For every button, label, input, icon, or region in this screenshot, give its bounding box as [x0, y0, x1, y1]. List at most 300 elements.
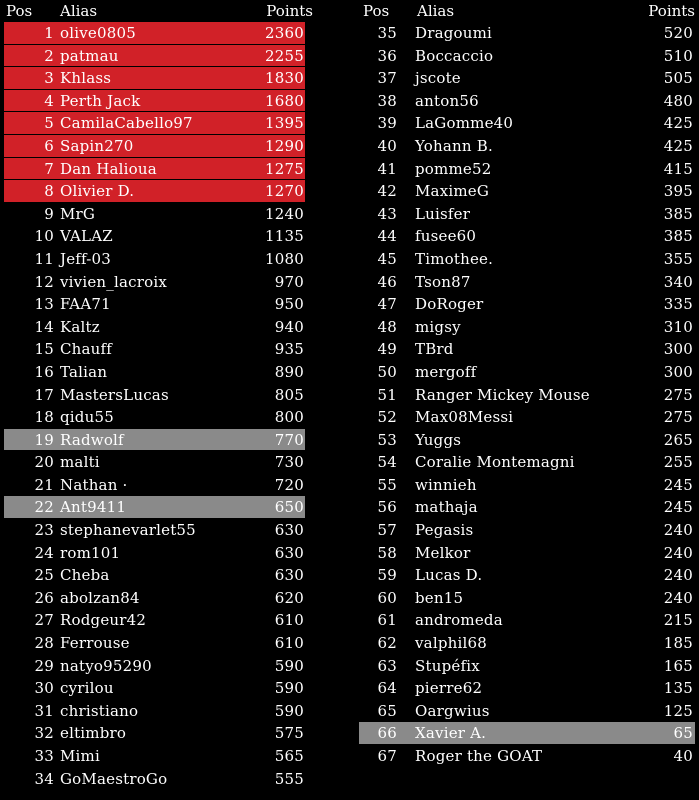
row-alias: Cheba: [60, 566, 110, 585]
row-alias: eltimbro: [60, 724, 127, 743]
row-points: 425: [663, 136, 693, 155]
row-pos: 48: [377, 317, 397, 336]
row-pos: 49: [377, 340, 397, 359]
table-row: [2, 474, 347, 496]
row-alias: Yuggs: [415, 430, 462, 449]
table-row: [357, 293, 697, 315]
table-row: [357, 45, 697, 67]
leaderboard-column-left: [2, 0, 347, 790]
table-row: [357, 700, 697, 722]
table-row: [357, 609, 697, 631]
row-pos: 2: [44, 46, 54, 65]
row-pos: 59: [377, 566, 397, 585]
table-row: [2, 338, 347, 360]
table-row: [357, 316, 697, 338]
row-points: 275: [663, 385, 693, 404]
row-background: [359, 203, 695, 225]
row-background: [359, 655, 695, 677]
row-points: 480: [663, 91, 693, 110]
row-points: 630: [274, 543, 304, 562]
row-alias: valphil68: [415, 634, 487, 653]
row-pos: 12: [34, 272, 54, 291]
table-row: [357, 361, 697, 383]
header-points: Points: [648, 2, 695, 20]
table-row: [357, 677, 697, 699]
row-pos: 23: [34, 521, 54, 540]
table-row: [2, 203, 347, 225]
row-alias: Melkor: [415, 543, 471, 562]
row-points: 245: [663, 475, 693, 494]
table-row: [2, 406, 347, 428]
table-row: [357, 112, 697, 134]
row-points: 245: [663, 498, 693, 517]
table-row: [2, 293, 347, 315]
table-row: [2, 316, 347, 338]
row-alias: Talian: [60, 362, 108, 381]
row-alias: natyo95290: [60, 656, 152, 675]
row-alias: mergoff: [415, 362, 477, 381]
row-background: [359, 22, 695, 44]
row-pos: 43: [377, 204, 397, 223]
row-background: [359, 677, 695, 699]
table-row: [2, 768, 347, 790]
row-background: [359, 271, 695, 293]
table-row: [2, 451, 347, 473]
row-pos: 61: [377, 611, 397, 630]
row-points: 275: [663, 408, 693, 427]
row-alias: Perth Jack: [60, 91, 141, 110]
table-row: [2, 587, 347, 609]
table-row: [2, 745, 347, 767]
row-alias: christiano: [60, 701, 139, 720]
row-background: [359, 293, 695, 315]
table-row: [2, 135, 347, 157]
table-row: [357, 496, 697, 518]
row-pos: 65: [377, 701, 397, 720]
row-pos: 53: [377, 430, 397, 449]
row-background: [359, 225, 695, 247]
table-row: [2, 384, 347, 406]
table-row: [2, 361, 347, 383]
row-background: [359, 135, 695, 157]
table-row: [357, 406, 697, 428]
row-pos: 25: [34, 566, 54, 585]
row-alias: fusee60: [415, 227, 477, 246]
row-points: 65: [673, 724, 693, 743]
row-points: 720: [274, 475, 304, 494]
row-alias: olive0805: [60, 24, 136, 42]
table-row: [357, 429, 697, 451]
row-alias: mathaja: [415, 498, 478, 517]
row-alias: anton56: [415, 91, 479, 110]
row-points: 575: [274, 724, 304, 743]
row-pos: 20: [34, 453, 54, 472]
table-row: [357, 135, 697, 157]
row-points: 800: [274, 408, 304, 427]
row-points: 555: [274, 769, 304, 788]
row-alias: winnieh: [415, 475, 477, 494]
row-points: 300: [663, 340, 693, 359]
row-pos: 54: [377, 453, 397, 472]
row-pos: 42: [377, 182, 397, 201]
row-pos: 50: [377, 362, 397, 381]
row-background: [359, 496, 695, 518]
row-pos: 11: [34, 249, 54, 268]
row-alias: GoMaestroGo: [60, 769, 168, 788]
row-points: 395: [663, 182, 693, 201]
table-row: [2, 248, 347, 270]
row-alias: Nathan ·: [60, 475, 128, 494]
row-alias: MrG: [60, 204, 96, 223]
row-points: 630: [274, 521, 304, 540]
row-alias: Dragoumi: [415, 24, 493, 42]
row-background: [359, 406, 695, 428]
row-points: 590: [274, 656, 304, 675]
leaderboard-column-right: [357, 0, 697, 768]
table-row: [357, 22, 697, 44]
table-row: [357, 180, 697, 202]
row-alias: vivien_lacroix: [60, 272, 167, 291]
row-alias: Ant9411: [60, 498, 127, 517]
row-alias: Kaltz: [60, 317, 100, 336]
row-alias: Luisfer: [415, 204, 471, 223]
row-points: 240: [663, 566, 693, 585]
row-points: 240: [663, 521, 693, 540]
row-alias: Tson87: [415, 272, 471, 291]
row-points: 240: [663, 543, 693, 562]
row-points: 520: [663, 24, 693, 42]
row-alias: Max08Messi: [415, 408, 514, 427]
row-alias: Boccaccio: [415, 46, 494, 65]
table-row: [2, 655, 347, 677]
row-points: 590: [274, 679, 304, 698]
row-background: [359, 587, 695, 609]
row-alias: Radwolf: [60, 430, 124, 449]
row-points: 355: [663, 249, 693, 268]
row-pos: 8: [44, 182, 54, 201]
table-row: [357, 90, 697, 112]
table-row: [2, 90, 347, 112]
row-background: [359, 429, 695, 451]
row-points: 135: [663, 679, 693, 698]
row-alias: Chauff: [60, 340, 113, 359]
row-points: 565: [274, 747, 304, 765]
header-alias: Alias: [60, 2, 98, 20]
row-pos: 57: [377, 521, 397, 540]
table-row: [2, 542, 347, 564]
row-pos: 38: [377, 91, 397, 110]
row-points: 805: [274, 385, 304, 404]
row-pos: 36: [377, 46, 397, 65]
row-pos: 41: [377, 159, 397, 178]
row-pos: 6: [44, 136, 54, 155]
row-pos: 29: [34, 656, 54, 675]
row-points: 385: [663, 204, 693, 223]
table-row: [2, 722, 347, 744]
row-pos: 24: [34, 543, 54, 562]
table-row: [2, 429, 347, 451]
table-row: [357, 338, 697, 360]
row-points: 185: [663, 634, 693, 653]
row-points: 590: [274, 701, 304, 720]
row-alias: Stupéfix: [415, 656, 480, 675]
row-pos: 33: [34, 747, 54, 765]
table-row: [2, 564, 347, 586]
row-background: [359, 542, 695, 564]
row-pos: 66: [377, 724, 397, 743]
row-alias: Pegasis: [415, 521, 474, 540]
table-row: [357, 271, 697, 293]
row-points: 40: [673, 747, 693, 765]
row-points: 950: [274, 295, 304, 314]
table-row: [2, 271, 347, 293]
row-pos: 16: [34, 362, 54, 381]
row-pos: 26: [34, 588, 54, 607]
row-alias: Jeff-03: [60, 249, 112, 268]
row-pos: 58: [377, 543, 397, 562]
row-points: 415: [663, 159, 693, 178]
table-row: [357, 722, 697, 744]
row-points: 630: [274, 566, 304, 585]
row-points: 1680: [265, 91, 304, 110]
row-background: [359, 564, 695, 586]
row-alias: pierre62: [415, 679, 483, 698]
row-pos: 44: [377, 227, 397, 246]
row-pos: 46: [377, 272, 397, 291]
row-alias: migsy: [415, 317, 461, 336]
row-pos: 62: [377, 634, 397, 653]
table-row: [2, 45, 347, 67]
table-row: [357, 451, 697, 473]
row-pos: 34: [34, 769, 54, 788]
row-background: [359, 67, 695, 89]
table-row: [357, 384, 697, 406]
row-points: 2255: [265, 46, 304, 65]
row-points: 1395: [265, 114, 304, 133]
row-alias: cyrilou: [60, 679, 114, 698]
row-alias: CamilaCabello97: [60, 114, 193, 133]
row-alias: malti: [60, 453, 100, 472]
row-points: 1080: [265, 249, 304, 268]
row-pos: 7: [44, 159, 54, 178]
row-pos: 21: [34, 475, 54, 494]
row-pos: 60: [377, 588, 397, 607]
row-pos: 47: [377, 295, 397, 314]
row-pos: 9: [44, 204, 54, 223]
row-alias: jscote: [415, 69, 461, 88]
row-alias: TBrd: [415, 340, 454, 359]
row-alias: Roger the GOAT: [415, 747, 543, 765]
row-alias: MaximeG: [415, 182, 490, 201]
row-pos: 67: [377, 747, 397, 765]
row-points: 265: [663, 430, 693, 449]
row-pos: 3: [44, 69, 54, 88]
row-background: [359, 45, 695, 67]
table-row: [357, 519, 697, 541]
table-row: [357, 225, 697, 247]
table-row: [2, 677, 347, 699]
table-row: [2, 609, 347, 631]
row-points: 1830: [265, 69, 304, 88]
row-pos: 35: [377, 24, 397, 42]
row-alias: Sapin270: [60, 136, 134, 155]
row-points: 890: [274, 362, 304, 381]
row-pos: 13: [34, 295, 54, 314]
row-pos: 37: [377, 69, 397, 88]
row-background: [359, 112, 695, 134]
row-alias: Khlass: [60, 69, 112, 88]
row-points: 730: [274, 453, 304, 472]
row-pos: 55: [377, 475, 397, 494]
row-points: 650: [274, 498, 304, 517]
row-alias: abolzan84: [60, 588, 140, 607]
row-pos: 52: [377, 408, 397, 427]
table-row: [2, 519, 347, 541]
row-pos: 63: [377, 656, 397, 675]
table-row: [357, 587, 697, 609]
row-points: 940: [274, 317, 304, 336]
row-points: 385: [663, 227, 693, 246]
row-pos: 18: [34, 408, 54, 427]
row-background: [359, 700, 695, 722]
row-points: 935: [274, 340, 304, 359]
table-row: [357, 248, 697, 270]
row-points: 425: [663, 114, 693, 133]
row-pos: 28: [34, 634, 54, 653]
row-points: 300: [663, 362, 693, 381]
row-points: 310: [663, 317, 693, 336]
table-row: [2, 67, 347, 89]
rows-right: [357, 22, 697, 767]
table-row: [2, 158, 347, 180]
row-alias: FAA71: [60, 295, 111, 314]
row-pos: 51: [377, 385, 397, 404]
table-row: [357, 632, 697, 654]
row-pos: 45: [377, 249, 397, 268]
row-pos: 32: [34, 724, 54, 743]
row-points: 1270: [265, 182, 304, 201]
row-pos: 31: [34, 701, 54, 720]
row-pos: 40: [377, 136, 397, 155]
row-pos: 17: [34, 385, 54, 404]
table-row: [357, 745, 697, 767]
row-points: 1240: [265, 204, 304, 223]
row-points: 1135: [265, 227, 304, 246]
row-alias: Xavier A.: [415, 724, 487, 743]
row-points: 255: [663, 453, 693, 472]
row-alias: stephanevarlet55: [60, 521, 196, 540]
row-alias: Lucas D.: [415, 566, 483, 585]
row-background: [359, 158, 695, 180]
row-alias: Dan Halioua: [60, 159, 157, 178]
row-alias: DoRoger: [415, 295, 484, 314]
row-alias: ben15: [415, 588, 464, 607]
row-pos: 10: [34, 227, 54, 246]
row-points: 610: [274, 634, 304, 653]
row-background: [359, 90, 695, 112]
row-pos: 19: [34, 430, 54, 449]
row-pos: 27: [34, 611, 54, 630]
table-header: [2, 0, 347, 21]
row-points: 610: [274, 611, 304, 630]
row-background: [359, 474, 695, 496]
row-pos: 14: [34, 317, 54, 336]
table-row: [2, 112, 347, 134]
row-alias: patmau: [60, 46, 119, 65]
row-points: 1290: [265, 136, 304, 155]
table-row: [2, 496, 347, 518]
row-points: 505: [663, 69, 693, 88]
row-pos: 30: [34, 679, 54, 698]
row-points: 2360: [265, 24, 304, 42]
table-row: [2, 700, 347, 722]
row-alias: qidu55: [60, 408, 114, 427]
header-pos: Pos: [6, 2, 33, 20]
table-row: [357, 474, 697, 496]
row-alias: VALAZ: [60, 227, 113, 246]
table-row: [2, 225, 347, 247]
row-pos: 56: [377, 498, 397, 517]
row-points: 770: [274, 430, 304, 449]
row-alias: Oargwius: [415, 701, 490, 720]
row-points: 970: [274, 272, 304, 291]
table-row: [2, 180, 347, 202]
row-background: [359, 361, 695, 383]
row-pos: 22: [34, 498, 54, 517]
table-row: [357, 67, 697, 89]
row-alias: Coralie Montemagni: [415, 453, 575, 472]
row-alias: Ferrouse: [60, 634, 130, 653]
row-pos: 64: [377, 679, 397, 698]
row-alias: andromeda: [415, 611, 503, 630]
row-points: 620: [274, 588, 304, 607]
row-background: [359, 316, 695, 338]
row-points: 215: [663, 611, 693, 630]
header-points: Points: [266, 2, 313, 20]
row-alias: pomme52: [415, 159, 492, 178]
row-alias: Mimi: [60, 747, 100, 765]
row-points: 125: [663, 701, 693, 720]
row-alias: Yohann B.: [415, 136, 493, 155]
row-background: [359, 722, 695, 744]
row-background: [359, 519, 695, 541]
row-alias: rom101: [60, 543, 121, 562]
table-row: [357, 655, 697, 677]
row-pos: 5: [44, 114, 54, 133]
row-background: [359, 609, 695, 631]
row-alias: Rodgeur42: [60, 611, 147, 630]
header-alias: Alias: [417, 2, 455, 20]
table-header: [357, 0, 697, 21]
row-points: 340: [663, 272, 693, 291]
table-row: [357, 203, 697, 225]
row-alias: Timothee.: [415, 249, 494, 268]
row-points: 1275: [265, 159, 304, 178]
table-row: [357, 542, 697, 564]
row-points: 335: [663, 295, 693, 314]
row-pos: 1: [44, 24, 54, 42]
row-alias: MastersLucas: [60, 385, 169, 404]
row-background: [359, 632, 695, 654]
row-background: [359, 248, 695, 270]
rows-left: [2, 22, 347, 789]
table-row: [2, 22, 347, 44]
row-pos: 39: [377, 114, 397, 133]
table-row: [357, 158, 697, 180]
table-row: [357, 564, 697, 586]
row-points: 165: [663, 656, 693, 675]
row-pos: 4: [44, 91, 54, 110]
